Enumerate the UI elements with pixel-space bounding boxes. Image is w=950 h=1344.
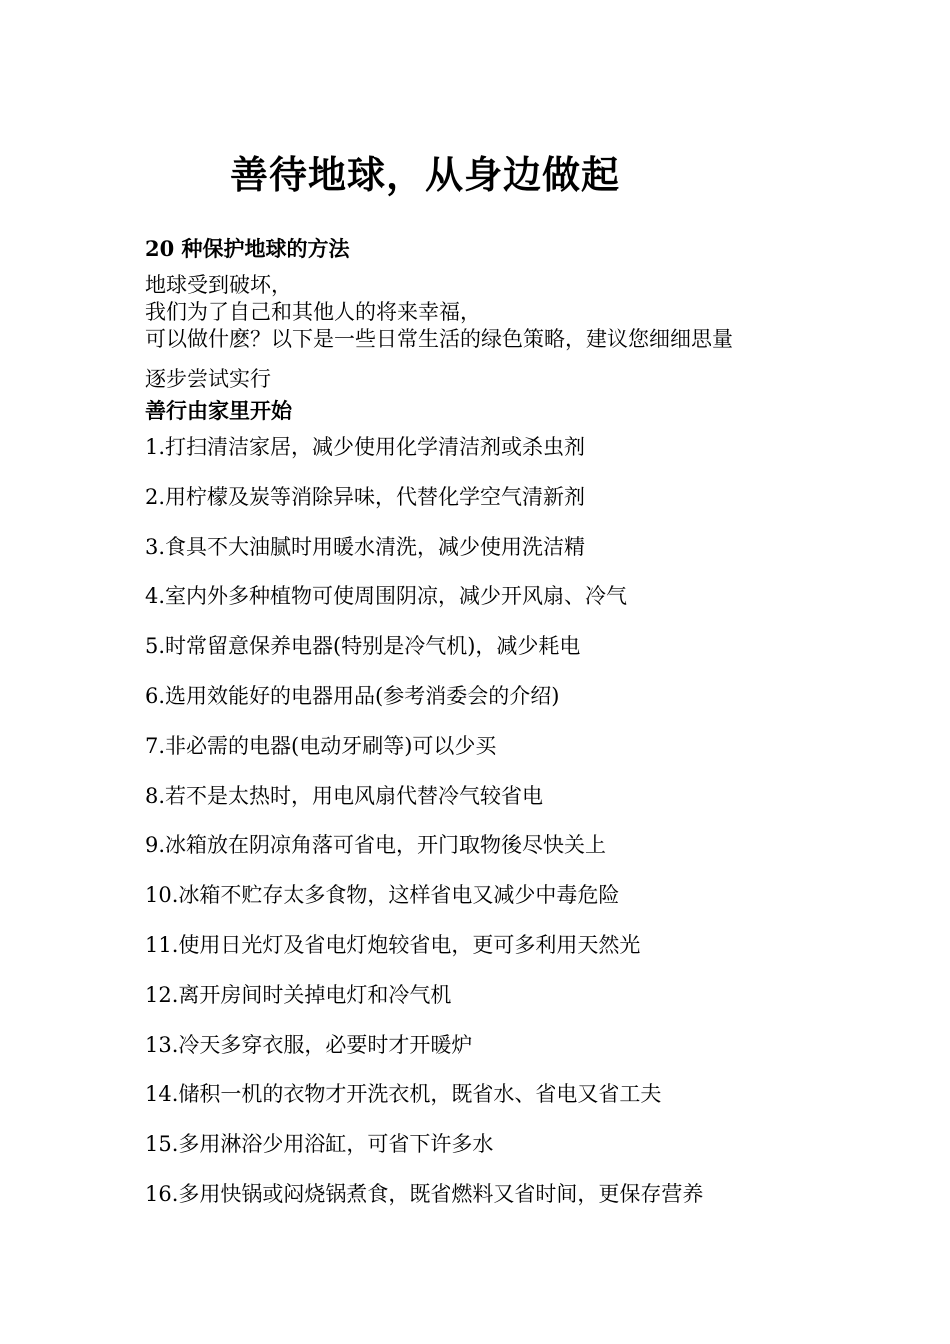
list-item: 3.食具不大油腻时用暖水清洗，减少使用洗洁精 <box>145 534 586 559</box>
list-item: 15.多用淋浴少用浴缸，可省下许多水 <box>145 1132 494 1157</box>
list-item: 11.使用日光灯及省电灯炮较省电，更可多利用天然光 <box>145 932 641 957</box>
list-item: 6.选用效能好的电器用品(参考消委会的介绍) <box>145 683 560 708</box>
list-item: 7.非必需的电器(电动牙刷等)可以少买 <box>145 733 497 758</box>
list-item: 9.冰箱放在阴凉角落可省电，开门取物後尽快关上 <box>145 833 607 858</box>
list-item: 13.冷天多穿衣服，必要时才开暖炉 <box>145 1032 473 1057</box>
intro-line: 逐步尝试实行 <box>145 367 271 391</box>
list-item: 4.室内外多种植物可使周围阴凉，减少开风扇、冷气 <box>145 584 628 609</box>
list-item: 12.离开房间时关掉电灯和冷气机 <box>145 982 452 1007</box>
intro-line: 可以做什麽？以下是一些日常生活的绿色策略，建议您细细思量 <box>145 327 733 351</box>
document-subtitle: 20 种保护地球的方法 <box>145 236 350 261</box>
list-item: 1.打扫清洁家居，减少使用化学清洁剂或杀虫剂 <box>145 435 586 459</box>
intro-line: 地球受到破坏， <box>145 273 292 297</box>
list-item: 10.冰箱不贮存太多食物，这样省电又减少中毒危险 <box>145 883 620 908</box>
list-item: 5.时常留意保养电器(特别是冷气机)，减少耗电 <box>145 634 581 659</box>
list-item: 8.若不是太热时，用电风扇代替冷气较省电 <box>145 783 544 808</box>
section-heading: 善行由家里开始 <box>145 398 292 423</box>
intro-line: 我们为了自己和其他人的将来幸福， <box>145 300 481 324</box>
document-title: 善待地球，从身边做起 <box>229 152 620 197</box>
list-item: 16.多用快锅或闷烧锅煮食，既省燃料又省时间，更保存营养 <box>145 1181 704 1206</box>
list-item: 2.用柠檬及炭等消除异味，代替化学空气清新剂 <box>145 484 586 509</box>
list-item: 14.储积一机的衣物才开洗衣机，既省水、省电又省工夫 <box>145 1082 662 1107</box>
tips-list <box>145 432 703 1229</box>
intro-paragraph <box>145 272 845 393</box>
